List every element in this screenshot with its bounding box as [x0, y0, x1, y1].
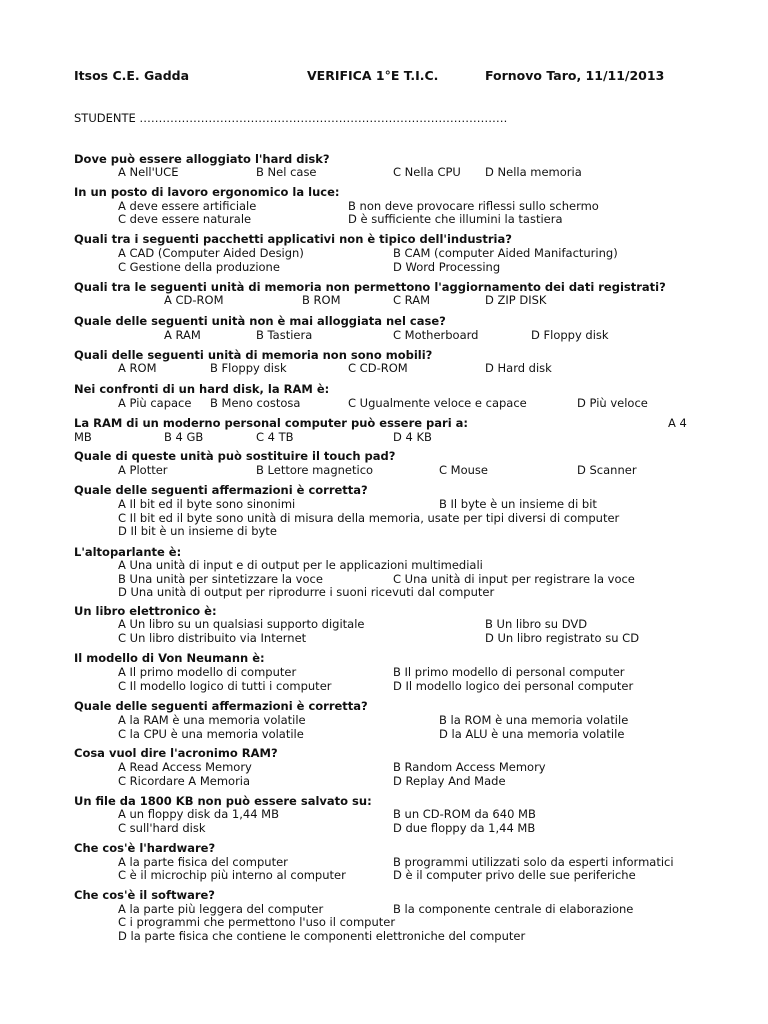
question-16-option: C sull'hard disk: [118, 821, 206, 835]
question-10-option: A Il bit ed il byte sono sinonimi: [118, 497, 296, 511]
question-3-option: D Word Processing: [393, 260, 501, 274]
question-12-option: C Un libro distribuito via Internet: [118, 631, 307, 645]
question-4-option: A CD-ROM: [164, 293, 224, 307]
question-8: La RAM di un moderno personal computer può essere pari a:: [74, 416, 469, 430]
question-5-option: A RAM: [164, 328, 201, 342]
question-10-option: B Il byte è un insieme di bit: [439, 497, 597, 511]
question-18-option: B la componente centrale di elaborazione: [393, 902, 634, 916]
question-13-option: C Il modello logico di tutti i computer: [118, 679, 332, 693]
question-18-option: A la parte più leggera del computer: [118, 902, 324, 916]
question-14: Quale delle seguenti affermazioni è corretta?: [74, 699, 368, 713]
question-11-option: C Una unità di input per registrare la voce: [393, 572, 635, 586]
question-15-option: B Random Access Memory: [393, 760, 546, 774]
question-13-option: B Il primo modello di personal computer: [393, 665, 625, 679]
question-16-option: A un floppy disk da 1,44 MB: [118, 807, 279, 821]
question-5-option: D Floppy disk: [531, 328, 609, 342]
question-4-option: C RAM: [393, 293, 430, 307]
question-15: Cosa vuol dire l'acronimo RAM?: [74, 746, 278, 760]
question-8-option: A 4: [668, 416, 687, 430]
question-4-option: D ZIP DISK: [485, 293, 547, 307]
question-8-option: C 4 TB: [256, 430, 294, 444]
question-18: Che cos'è il software?: [74, 888, 215, 902]
question-9-option: A Plotter: [118, 463, 168, 477]
question-1-option: D Nella memoria: [485, 165, 582, 179]
question-11-option: D Una unità di output per riprodurre i suoni ricevuti dal computer: [118, 585, 495, 599]
question-15-option: D Replay And Made: [393, 774, 506, 788]
question-17-option: C è il microchip più interno al computer: [118, 868, 346, 882]
question-3-option: B CAM (computer Aided Manifacturing): [393, 246, 618, 260]
question-12-option: D Un libro registrato su CD: [485, 631, 640, 645]
question-17-option: B programmi utilizzati solo da esperti informatici: [393, 855, 674, 869]
question-7-option: C Ugualmente veloce e capace: [348, 396, 527, 410]
question-11-option: B Una unità per sintetizzare la voce: [118, 572, 323, 586]
question-10: Quale delle seguenti affermazioni è corretta?: [74, 483, 368, 497]
question-9: Quale di queste unità può sostituire il touch pad?: [74, 449, 396, 463]
question-2: In un posto di lavoro ergonomico la luce:: [74, 185, 340, 199]
question-15-option: A Read Access Memory: [118, 760, 252, 774]
question-5-option: C Motherboard: [393, 328, 479, 342]
school-name: Itsos C.E. Gadda: [74, 68, 190, 83]
question-6-option: C CD-ROM: [348, 361, 408, 375]
question-3-option: C Gestione della produzione: [118, 260, 280, 274]
question-1-option: A Nell'UCE: [118, 165, 179, 179]
question-4: Quali tra le seguenti unità di memoria non permettono l'aggiornamento dei dati registrati?: [74, 280, 666, 294]
question-2-option: C deve essere naturale: [118, 212, 252, 226]
question-18-option: D la parte fisica che contiene le componenti elettroniche del computer: [118, 929, 526, 943]
question-14-option: A la RAM è una memoria volatile: [118, 713, 306, 727]
question-13-option: D Il modello logico dei personal computer: [393, 679, 634, 693]
place-date: Fornovo Taro, 11/11/2013: [485, 68, 665, 83]
question-6-option: D Hard disk: [485, 361, 552, 375]
question-11-option: A Una unità di input e di output per le applicazioni multimediali: [118, 558, 483, 572]
student-name-line: STUDENTE ……………………………………………………………………………………: [74, 111, 508, 125]
question-16-option: D due floppy da 1,44 MB: [393, 821, 536, 835]
question-14-option: B la ROM è una memoria volatile: [439, 713, 629, 727]
question-7: Nei confronti di un hard disk, la RAM è:: [74, 382, 330, 396]
question-6-option: A ROM: [118, 361, 157, 375]
question-2-option: B non deve provocare riflessi sullo schermo: [348, 199, 599, 213]
question-18-option: C i programmi che permettono l'uso il computer: [118, 915, 396, 929]
question-14-option: D la ALU è una memoria volatile: [439, 727, 625, 741]
question-9-option: B Lettore magnetico: [256, 463, 374, 477]
question-12-option: B Un libro su DVD: [485, 617, 588, 631]
question-14-option: C la CPU è una memoria volatile: [118, 727, 304, 741]
question-8-option: D 4 KB: [393, 430, 432, 444]
question-16-option: B un CD-ROM da 640 MB: [393, 807, 536, 821]
question-6: Quali delle seguenti unità di memoria non sono mobili?: [74, 348, 433, 362]
question-2-option: D è sufficiente che illumini la tastiera: [348, 212, 563, 226]
test-title: VERIFICA 1°E T.I.C.: [307, 68, 439, 83]
question-7-option: D Più veloce: [577, 396, 648, 410]
question-2-option: A deve essere artificiale: [118, 199, 257, 213]
question-10-option: C Il bit ed il byte sono unità di misura della memoria, usate per tipi diversi di computer: [118, 511, 620, 525]
question-8-option: B 4 GB: [164, 430, 204, 444]
question-16: Un file da 1800 KB non può essere salvato su:: [74, 794, 372, 808]
question-7-option: A Più capace: [118, 396, 192, 410]
question-9-option: C Mouse: [439, 463, 488, 477]
question-8-option: MB: [74, 430, 92, 444]
question-9-option: D Scanner: [577, 463, 637, 477]
question-17-option: D è il computer privo delle sue periferiche: [393, 868, 636, 882]
question-12-option: A Un libro su un qualsiasi supporto digitale: [118, 617, 365, 631]
question-12: Un libro elettronico è:: [74, 604, 217, 618]
question-1-option: C Nella CPU: [393, 165, 461, 179]
question-10-option: D Il bit è un insieme di byte: [118, 524, 277, 538]
question-5-option: B Tastiera: [256, 328, 313, 342]
question-3: Quali tra i seguenti pacchetti applicativi non è tipico dell'industria?: [74, 232, 512, 246]
question-17-option: A la parte fisica del computer: [118, 855, 288, 869]
question-6-option: B Floppy disk: [210, 361, 287, 375]
question-17: Che cos'è l'hardware?: [74, 841, 216, 855]
question-7-option: B Meno costosa: [210, 396, 301, 410]
question-15-option: C Ricordare A Memoria: [118, 774, 251, 788]
question-1-option: B Nel case: [256, 165, 317, 179]
question-13-option: A Il primo modello di computer: [118, 665, 297, 679]
question-11: L'altoparlante è:: [74, 545, 182, 559]
question-5: Quale delle seguenti unità non è mai alloggiata nel case?: [74, 314, 446, 328]
question-13: Il modello di Von Neumann è:: [74, 651, 265, 665]
question-1: Dove può essere alloggiato l'hard disk?: [74, 152, 330, 166]
question-3-option: A CAD (Computer Aided Design): [118, 246, 304, 260]
question-4-option: B ROM: [302, 293, 341, 307]
